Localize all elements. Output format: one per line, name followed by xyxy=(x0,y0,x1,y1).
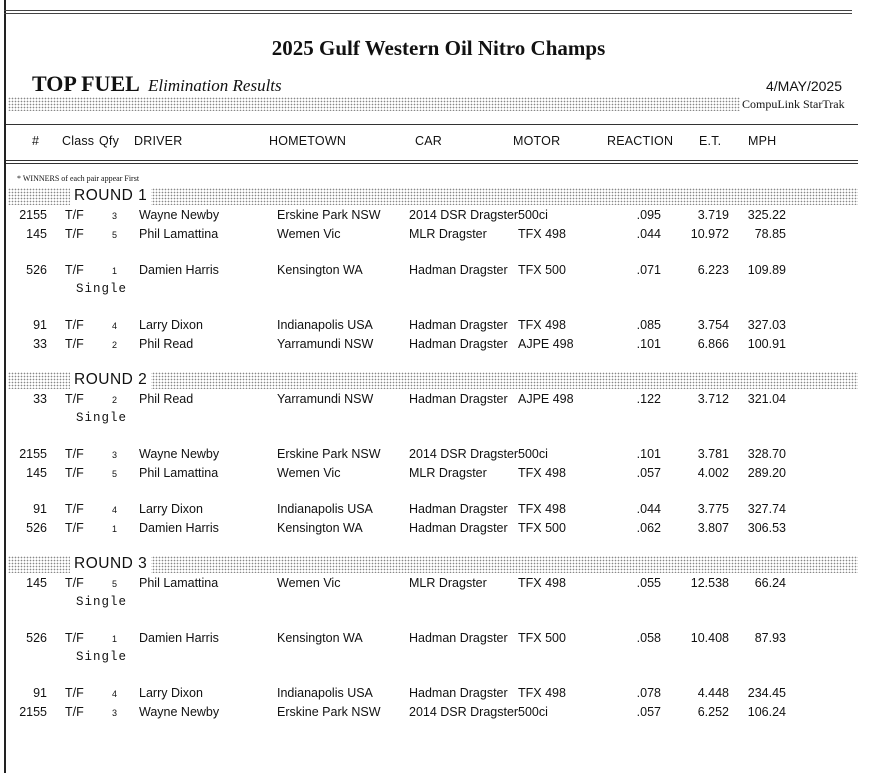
car-cell: 2014 DSR Dragster xyxy=(409,208,519,222)
round-label: ROUND 3 xyxy=(70,555,151,573)
result-row xyxy=(0,502,877,520)
class-cell: T/F xyxy=(65,466,84,480)
elapsed-time: 6.223 xyxy=(697,263,729,277)
driver-name: Wayne Newby xyxy=(139,705,220,719)
single-run-label: Single xyxy=(76,650,128,664)
class-cell: T/F xyxy=(65,686,84,700)
reaction-time: .055 xyxy=(636,576,661,590)
qualifying-position: 3 xyxy=(112,450,118,460)
elapsed-time: 3.754 xyxy=(697,318,729,332)
header-rule-bottom-2 xyxy=(6,163,858,164)
qualifying-position: 2 xyxy=(112,395,118,405)
column-header: CAR xyxy=(415,134,442,148)
qualifying-position: 4 xyxy=(112,689,118,699)
round-header xyxy=(8,556,858,573)
driver-name: Wayne Newby xyxy=(139,208,220,222)
driver-name: Damien Harris xyxy=(139,631,219,645)
driver-name: Phil Lamattina xyxy=(139,227,219,241)
reaction-time: .071 xyxy=(636,263,661,277)
class-cell: T/F xyxy=(65,318,84,332)
class-cell: T/F xyxy=(65,227,84,241)
class-title: TOP FUEL xyxy=(32,71,140,96)
car-cell: Hadman Dragster xyxy=(409,521,508,535)
header-rule-top xyxy=(6,124,858,125)
qualifying-position: 5 xyxy=(112,469,118,479)
result-row xyxy=(0,337,877,355)
column-header: Class xyxy=(62,134,95,148)
driver-name: Larry Dixon xyxy=(139,502,203,516)
car-number: 526 xyxy=(26,631,47,645)
driver-name: Phil Read xyxy=(139,337,194,351)
class-cell: T/F xyxy=(65,705,84,719)
qualifying-position: 5 xyxy=(112,230,118,240)
speed-mph: 327.74 xyxy=(747,502,786,516)
car-cell: Hadman Dragster xyxy=(409,392,508,406)
motor-cell: AJPE 498 xyxy=(518,392,574,406)
elapsed-time: 10.972 xyxy=(690,227,729,241)
driver-name: Phil Read xyxy=(139,392,194,406)
class-cell: T/F xyxy=(65,392,84,406)
motor-cell: TFX 498 xyxy=(518,686,566,700)
car-cell: MLR Dragster xyxy=(409,466,487,480)
result-row xyxy=(0,208,877,226)
column-header: REACTION xyxy=(607,134,674,148)
qualifying-position: 5 xyxy=(112,579,118,589)
column-header: E.T. xyxy=(699,134,722,148)
driver-name: Larry Dixon xyxy=(139,318,203,332)
page-border-left xyxy=(4,0,6,773)
speed-mph: 109.89 xyxy=(747,263,786,277)
hometown-cell: Erskine Park NSW xyxy=(277,208,381,222)
reaction-time: .057 xyxy=(636,466,661,480)
hometown-cell: Erskine Park NSW xyxy=(277,447,381,461)
car-number: 91 xyxy=(33,686,47,700)
driver-name: Phil Lamattina xyxy=(139,576,219,590)
winners-note: * WINNERS of each pair appear First xyxy=(17,174,140,183)
class-cell: T/F xyxy=(65,631,84,645)
column-header: HOMETOWN xyxy=(269,134,347,148)
motor-cell: TFX 500 xyxy=(518,631,566,645)
hometown-cell: Yarramundi NSW xyxy=(277,392,374,406)
hometown-cell: Wemen Vic xyxy=(277,466,341,480)
result-row xyxy=(0,263,877,281)
column-header: MOTOR xyxy=(513,134,561,148)
result-row xyxy=(0,447,877,465)
speed-mph: 327.03 xyxy=(747,318,786,332)
hometown-cell: Indianapolis USA xyxy=(277,318,373,332)
round-label: ROUND 1 xyxy=(70,187,151,205)
driver-name: Wayne Newby xyxy=(139,447,220,461)
speed-mph: 106.24 xyxy=(747,705,786,719)
speed-mph: 234.45 xyxy=(747,686,786,700)
qualifying-position: 1 xyxy=(112,266,118,276)
reaction-time: .044 xyxy=(636,502,661,516)
event-title: 2025 Gulf Western Oil Nitro Champs xyxy=(271,36,606,60)
class-cell: T/F xyxy=(65,502,84,516)
car-cell: Hadman Dragster xyxy=(409,318,508,332)
single-run-label: Single xyxy=(76,595,128,609)
car-number: 145 xyxy=(26,466,47,480)
car-number: 91 xyxy=(33,502,47,516)
reaction-time: .122 xyxy=(636,392,661,406)
qualifying-position: 2 xyxy=(112,340,118,350)
motor-cell: 500ci xyxy=(518,705,548,719)
speed-mph: 66.24 xyxy=(754,576,786,590)
car-number: 145 xyxy=(26,227,47,241)
hometown-cell: Erskine Park NSW xyxy=(277,705,381,719)
car-number: 2155 xyxy=(19,447,47,461)
motor-cell: TFX 500 xyxy=(518,521,566,535)
qualifying-position: 1 xyxy=(112,524,118,534)
column-header: DRIVER xyxy=(134,134,183,148)
motor-cell: TFX 498 xyxy=(518,466,566,480)
reaction-time: .062 xyxy=(636,521,661,535)
speed-mph: 321.04 xyxy=(747,392,786,406)
motor-cell: TFX 500 xyxy=(518,263,566,277)
reaction-time: .057 xyxy=(636,705,661,719)
class-cell: T/F xyxy=(65,263,84,277)
elapsed-time: 4.002 xyxy=(697,466,729,480)
class-cell: T/F xyxy=(65,337,84,351)
driver-name: Damien Harris xyxy=(139,263,219,277)
elapsed-time: 3.775 xyxy=(697,502,729,516)
hometown-cell: Yarramundi NSW xyxy=(277,337,374,351)
results-subtitle: Elimination Results xyxy=(148,76,282,95)
page-border-top xyxy=(4,10,852,11)
car-cell: 2014 DSR Dragster xyxy=(409,447,519,461)
car-cell: Hadman Dragster xyxy=(409,263,508,277)
reaction-time: .101 xyxy=(636,447,661,461)
class-cell: T/F xyxy=(65,208,84,222)
class-cell: T/F xyxy=(65,576,84,590)
car-cell: Hadman Dragster xyxy=(409,337,508,351)
qualifying-position: 3 xyxy=(112,708,118,718)
reaction-time: .095 xyxy=(636,208,661,222)
result-row xyxy=(0,521,877,539)
motor-cell: TFX 498 xyxy=(518,227,566,241)
hometown-cell: Wemen Vic xyxy=(277,227,341,241)
driver-name: Damien Harris xyxy=(139,521,219,535)
single-run-label: Single xyxy=(76,411,128,425)
class-cell: T/F xyxy=(65,447,84,461)
column-header: Qfy xyxy=(99,134,120,148)
motor-cell: TFX 498 xyxy=(518,318,566,332)
reaction-time: .085 xyxy=(636,318,661,332)
dotted-band xyxy=(8,97,740,111)
hometown-cell: Kensington WA xyxy=(277,263,363,277)
car-cell: MLR Dragster xyxy=(409,227,487,241)
elapsed-time: 4.448 xyxy=(697,686,729,700)
qualifying-position: 1 xyxy=(112,634,118,644)
speed-mph: 78.85 xyxy=(754,227,786,241)
car-cell: 2014 DSR Dragster xyxy=(409,705,519,719)
round-header xyxy=(8,188,858,205)
elapsed-time: 6.252 xyxy=(697,705,729,719)
car-cell: Hadman Dragster xyxy=(409,686,508,700)
car-number: 145 xyxy=(26,576,47,590)
car-cell: Hadman Dragster xyxy=(409,631,508,645)
speed-mph: 289.20 xyxy=(747,466,786,480)
car-number: 526 xyxy=(26,263,47,277)
qualifying-position: 3 xyxy=(112,211,118,221)
car-number: 526 xyxy=(26,521,47,535)
hometown-cell: Kensington WA xyxy=(277,521,363,535)
result-row xyxy=(0,705,877,723)
motor-cell: AJPE 498 xyxy=(518,337,574,351)
elapsed-time: 3.712 xyxy=(697,392,729,406)
result-row xyxy=(0,466,877,484)
speed-mph: 328.70 xyxy=(747,447,786,461)
motor-cell: 500ci xyxy=(518,208,548,222)
car-number: 33 xyxy=(33,337,47,351)
hometown-cell: Kensington WA xyxy=(277,631,363,645)
driver-name: Larry Dixon xyxy=(139,686,203,700)
car-number: 91 xyxy=(33,318,47,332)
column-header: # xyxy=(32,134,40,148)
column-header: MPH xyxy=(748,134,777,148)
car-number: 2155 xyxy=(19,705,47,719)
result-row xyxy=(0,686,877,704)
elapsed-time: 10.408 xyxy=(690,631,729,645)
car-number: 2155 xyxy=(19,208,47,222)
round-header xyxy=(8,372,858,389)
hometown-cell: Indianapolis USA xyxy=(277,686,373,700)
round-label: ROUND 2 xyxy=(70,371,151,389)
hometown-cell: Wemen Vic xyxy=(277,576,341,590)
qualifying-position: 4 xyxy=(112,321,118,331)
result-row xyxy=(0,576,877,594)
car-cell: Hadman Dragster xyxy=(409,502,508,516)
page-border-top-inner xyxy=(4,13,852,14)
event-date: 4/MAY/2025 xyxy=(765,78,842,94)
motor-cell: 500ci xyxy=(518,447,548,461)
result-row xyxy=(0,631,877,649)
car-cell: MLR Dragster xyxy=(409,576,487,590)
reaction-time: .078 xyxy=(636,686,661,700)
hometown-cell: Indianapolis USA xyxy=(277,502,373,516)
speed-mph: 87.93 xyxy=(754,631,786,645)
elapsed-time: 3.807 xyxy=(697,521,729,535)
header-rule-bottom xyxy=(6,160,858,161)
reaction-time: .044 xyxy=(636,227,661,241)
speed-mph: 100.91 xyxy=(747,337,786,351)
result-row xyxy=(0,392,877,410)
qualifying-position: 4 xyxy=(112,505,118,515)
speed-mph: 325.22 xyxy=(747,208,786,222)
elapsed-time: 3.781 xyxy=(697,447,729,461)
reaction-time: .101 xyxy=(636,337,661,351)
driver-name: Phil Lamattina xyxy=(139,466,219,480)
class-cell: T/F xyxy=(65,521,84,535)
brand-label: CompuLink StarTrak xyxy=(742,97,845,111)
speed-mph: 306.53 xyxy=(747,521,786,535)
reaction-time: .058 xyxy=(636,631,661,645)
elapsed-time: 12.538 xyxy=(690,576,729,590)
motor-cell: TFX 498 xyxy=(518,502,566,516)
result-row xyxy=(0,227,877,245)
motor-cell: TFX 498 xyxy=(518,576,566,590)
elapsed-time: 6.866 xyxy=(697,337,729,351)
single-run-label: Single xyxy=(76,282,128,296)
car-number: 33 xyxy=(33,392,47,406)
result-row xyxy=(0,318,877,336)
elapsed-time: 3.719 xyxy=(697,208,729,222)
